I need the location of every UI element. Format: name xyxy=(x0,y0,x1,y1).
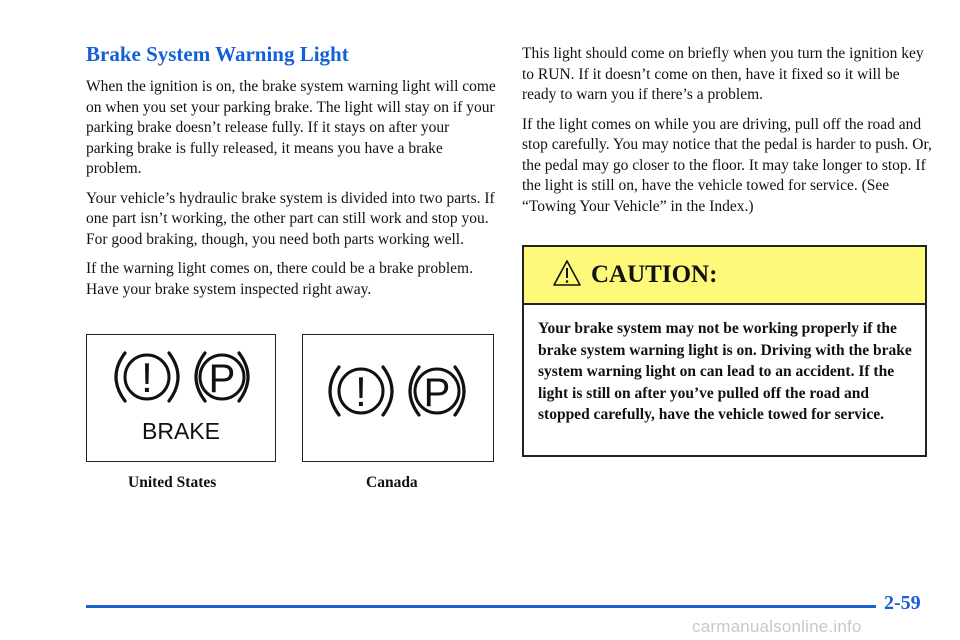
paragraph: If the light comes on while you are driving, pull off the road and stop carefully. You may notice that the pedal is harder to push. Or, the pedal may go closer to the floor. It may take longer to stop. If the light is still on, have the vehicle towed for service. (See “Towing Your Vehicle” in the Index.) xyxy=(522,115,932,215)
paragraph: If the warning light comes on, there could be a brake problem. Have your brake system inspected right away. xyxy=(86,260,473,298)
brake-warning-icon xyxy=(87,335,275,461)
watermark: carmanualsonline.info xyxy=(692,617,862,636)
paragraph: When the ignition is on, the brake system warning light will come on when you set your parking brake. The light will stay on if your parking brake doesn’t release fully. If it stays on after your parking brake is fully released, it means you have a brake problem. xyxy=(86,78,496,177)
brake-warning-icon xyxy=(303,335,493,461)
caption-us: United States xyxy=(128,474,217,491)
paragraph: Your vehicle’s hydraulic brake system is divided into two parts. If one part isn’t working, the other part can still work and stop you. For good braking, though, you need both parts working well. xyxy=(86,189,495,248)
parking-glyph: P xyxy=(423,371,451,415)
right-column xyxy=(522,44,932,226)
page-number: 2-59 xyxy=(884,592,921,614)
section-title: Brake System Warning Light xyxy=(86,42,349,66)
caption-canada: Canada xyxy=(366,474,418,491)
exclamation-glyph: ! xyxy=(355,368,367,415)
footer-rule xyxy=(86,605,876,608)
exclamation-glyph: ! xyxy=(141,354,153,401)
brake-warning-light-canada xyxy=(302,334,494,462)
caution-text: Your brake system may not be working properly if the brake system warning light is on. Driving with the brake system warning light on can lead to an accident. If the light is still on after you’ve pulled off the road and stopped carefully, have the vehicle towed for service. xyxy=(538,320,912,423)
caution-header xyxy=(524,247,925,305)
brake-word: BRAKE xyxy=(142,418,220,444)
left-column xyxy=(86,77,496,309)
parking-glyph: P xyxy=(208,357,236,401)
paragraph: This light should come on briefly when you turn the ignition key to RUN. If it doesn’t come on then, have it fixed so it will be ready to warn you if there’s a problem. xyxy=(522,45,924,103)
caution-title: CAUTION: xyxy=(591,261,718,288)
brake-warning-light-us xyxy=(86,334,276,462)
caution-box xyxy=(522,245,927,457)
warning-triangle-icon xyxy=(552,259,582,287)
